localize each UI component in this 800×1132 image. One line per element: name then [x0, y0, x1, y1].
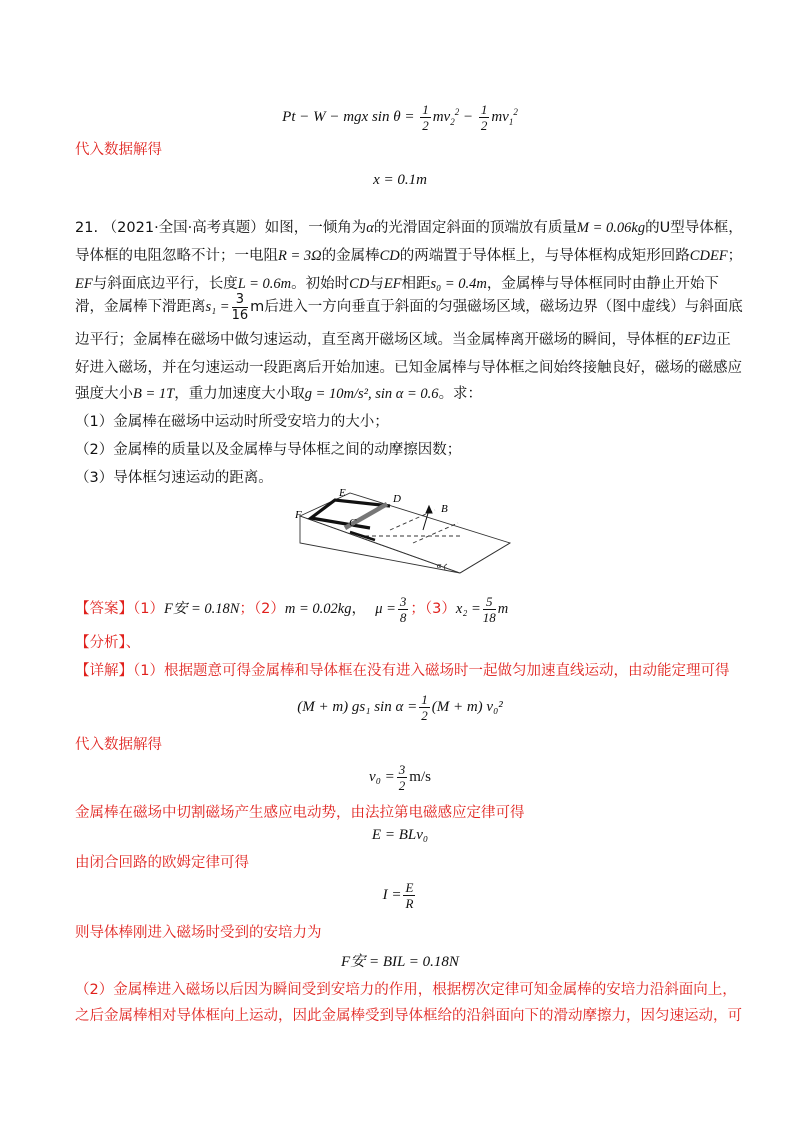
text: 导体框的电阻忽略不计；一电阻	[75, 248, 278, 264]
problem-line-1	[75, 218, 743, 238]
frac-num: 5	[483, 594, 496, 610]
frac-den: 8	[399, 609, 407, 625]
frac-den: 2	[480, 118, 488, 133]
unit: m	[250, 299, 265, 315]
detail-eq-5: F安 = BIL = 0.18N	[341, 954, 459, 970]
eq-sup: 2	[454, 106, 460, 117]
math: F安 = 0.18N	[163, 601, 240, 617]
math: α	[366, 220, 374, 236]
math: m = 0.02kg	[284, 601, 352, 617]
text: 边平行；金属棒在磁场中做匀速运动，直至离开磁场区域。当金属棒离开磁场的瞬间，导体框的	[75, 332, 684, 348]
text: 滑，金属棒下滑距离	[75, 299, 206, 315]
eq-term2: mv	[491, 108, 509, 125]
eq-rhs: (M + m) v₀²	[431, 698, 503, 715]
frac-num: E	[405, 880, 414, 895]
question-2: （2）金属棒的质量以及金属棒与导体框之间的动摩擦因数；	[75, 442, 462, 458]
problem-line-2	[75, 246, 742, 266]
text: 的光滑固定斜面的顶端放有质量	[373, 220, 577, 236]
label-c: C	[349, 517, 357, 529]
problem-line-7	[75, 384, 482, 404]
text: ；	[727, 248, 743, 264]
incline-top	[300, 493, 510, 573]
frac-num: 1	[480, 102, 488, 117]
math: R = 3Ω	[278, 248, 322, 264]
text: 与斜面底边平行，长度	[92, 276, 238, 292]
frac-num: 1	[422, 102, 429, 117]
math: s₀ = 0.4m	[430, 276, 487, 292]
frame-end	[350, 532, 375, 540]
problem-line-5	[75, 330, 731, 350]
incline-edge	[460, 543, 510, 573]
text: （2）	[253, 601, 285, 617]
incline-side	[300, 516, 460, 573]
label-f: F	[295, 509, 302, 521]
problem-line-6: 好进入磁场，并在匀速运动一段距离后开始加速。已知金属棒与导体框之间始终接触良好，磁场的磁感应	[75, 360, 742, 376]
text: 相距	[401, 276, 431, 292]
math: g = 10m/s², sin α = 0.6	[304, 386, 439, 402]
eq-sub: 1	[508, 116, 514, 127]
frac-den: 2	[422, 118, 429, 133]
eq-minus: −	[459, 108, 477, 125]
math: s₁ =	[205, 299, 230, 315]
detail-line-5: 则导体棒刚进入磁场时受到的安培力为	[75, 925, 322, 941]
text: ，重力加速度大小取	[174, 386, 305, 402]
label-alpha: α	[437, 561, 442, 570]
text: 强度大小	[75, 386, 133, 402]
eq-lhs: v₀ =	[369, 768, 395, 785]
eq-lhs: (M + m) gs₁ sin α =	[297, 698, 418, 715]
math: CD	[379, 248, 400, 264]
detail-eq-1	[0, 692, 800, 723]
text: ；	[239, 601, 254, 617]
frac-num: 3	[232, 292, 249, 308]
question-1: （1）金属棒在磁场中运动时所受安培力的大小；	[75, 414, 389, 430]
detail-line-7: 之后金属棒相对导体框向上运动，因此金属棒受到导体框给的沿斜面向下的滑动摩擦力，因匀速运动，可	[75, 1008, 742, 1024]
unit: m/s	[409, 768, 431, 785]
incline-figure	[295, 488, 515, 578]
answer-line	[75, 592, 508, 626]
text: 后进入一方向垂直于斜面的匀强磁场区域，磁场边界（图中虚线）与斜面底	[264, 299, 743, 315]
analysis-tag: 【分析】、	[75, 635, 141, 651]
eq-sup: 2	[513, 106, 518, 117]
text: （3）	[424, 601, 456, 617]
answer-tag: 【答案】	[75, 601, 133, 617]
math: M = 0.06kg	[576, 220, 646, 236]
detail-eq-4	[0, 880, 800, 911]
math: CD	[349, 276, 370, 292]
detail-line-1	[75, 661, 729, 681]
detail-tag: 【详解】	[75, 663, 133, 679]
text: ，	[351, 601, 366, 617]
label-b: B	[441, 503, 448, 515]
label-e: E	[339, 488, 346, 499]
problem-line-4	[75, 290, 743, 324]
math: EF	[75, 276, 93, 292]
eq-term1: mv	[432, 108, 451, 125]
math: μ =	[375, 601, 396, 617]
text: 的U型导体框，	[645, 220, 743, 236]
text: 边正	[701, 332, 731, 348]
detail-line-4: 由闭合回路的欧姆定律可得	[75, 855, 249, 871]
label-d: D	[393, 493, 401, 505]
text: ；	[410, 601, 425, 617]
field-boundary-lower	[413, 523, 458, 543]
frac-den: 16	[231, 307, 249, 323]
detail-line-6: （2）金属棒进入磁场以后因为瞬间受到安培力的作用，根据楞次定律可知金属棒的安培力沿斜面向上，	[75, 982, 737, 998]
detail-eq-2	[0, 762, 800, 793]
alpha-arc	[444, 564, 447, 570]
math: B = 1T	[133, 386, 175, 402]
text: ，金属棒与导体框同时由静止开始下	[486, 276, 719, 292]
unit: m	[497, 601, 509, 617]
math: x₂ =	[455, 601, 481, 617]
text: （1）根据题意可得金属棒和导体框在没有进入磁场时一起做匀加速直线运动，由动能定理可得	[133, 663, 730, 679]
eq-lhs: I =	[382, 886, 402, 903]
frac-den: 2	[421, 708, 428, 723]
math: L = 0.6m	[237, 276, 292, 292]
detail-eq-3: E = BLv₀	[371, 827, 429, 843]
eq-sub: 2	[450, 116, 455, 127]
energy-equation	[0, 102, 800, 133]
text: 的金属棒	[321, 248, 380, 264]
eq-lhs: Pt − W − mgx sin θ =	[282, 108, 419, 125]
text: 与	[369, 276, 384, 292]
text: 21. （2021·全国·高考真题）如图，一倾角为	[75, 220, 367, 236]
question-3: （3）导体框匀速运动的距离。	[75, 470, 273, 486]
text: 的两端置于导体框上，与导体框构成矩形回路	[399, 248, 690, 264]
detail-line-2: 代入数据解得	[75, 737, 162, 753]
detail-line-3: 金属棒在磁场中切割磁场产生感应电动势，由法拉第电磁感应定律可得	[75, 805, 525, 821]
x-result: x = 0.1m	[373, 172, 427, 188]
frac-num: 3	[398, 762, 406, 777]
math: EF	[383, 276, 402, 292]
math: EF	[684, 332, 702, 348]
solve-label: 代入数据解得	[75, 142, 162, 158]
text: 。求：	[438, 386, 483, 402]
frac-num: 3	[399, 593, 407, 609]
text: 。初始时	[291, 276, 350, 292]
frac-den: 18	[482, 609, 496, 625]
frac-den: R	[405, 896, 414, 911]
text: （1）	[133, 601, 164, 617]
frac-num: 1	[421, 692, 428, 707]
math: CDEF	[689, 248, 728, 264]
frac-den: 2	[398, 778, 406, 793]
